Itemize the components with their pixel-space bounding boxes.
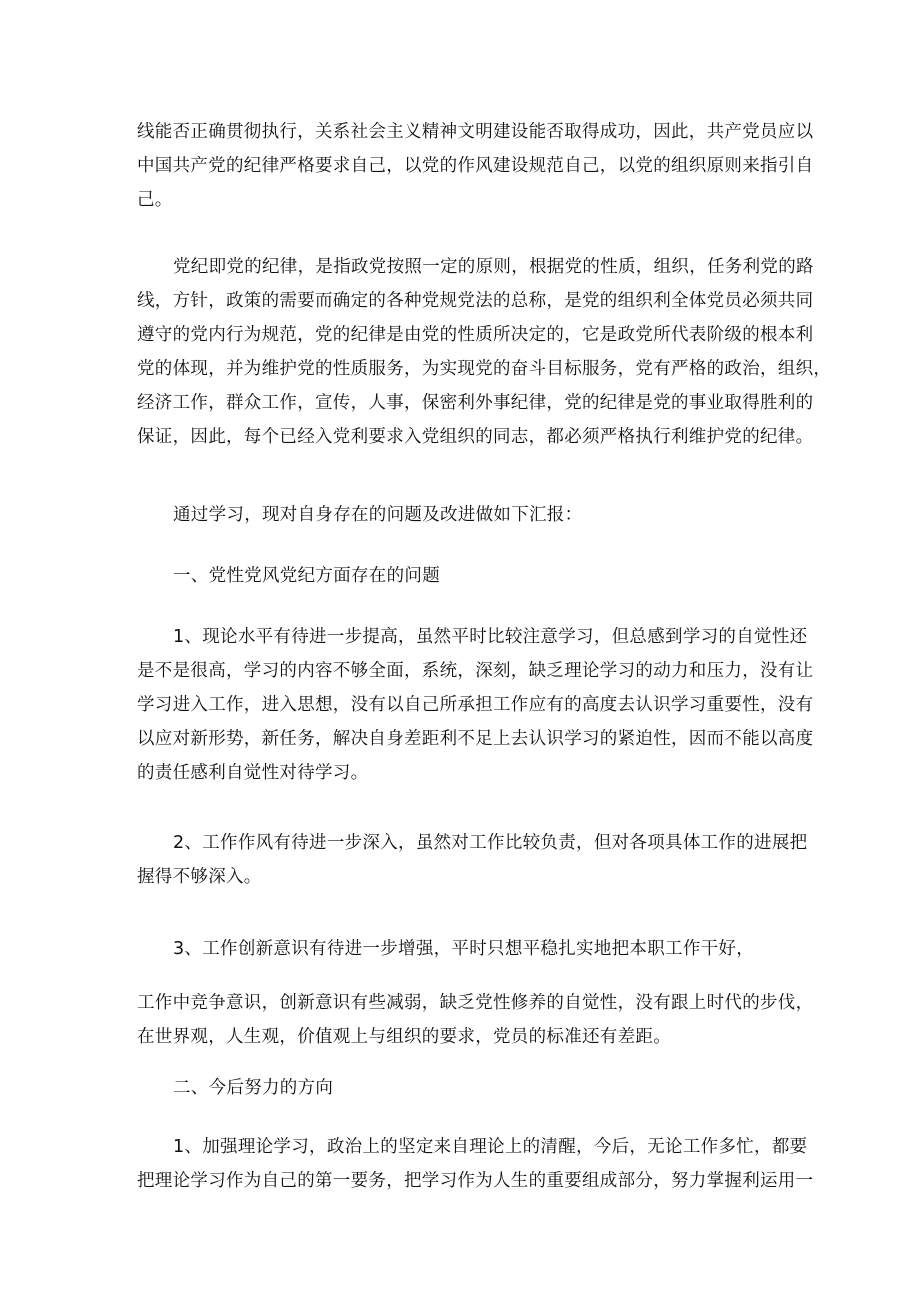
text-line: 的责任感利自觉性对待学习。 — [137, 763, 369, 783]
text-line: 一、党性党风党纪方面存在的问题 — [173, 566, 440, 586]
text-line: 2、工作作风有待进一步深入，虽然对工作比较负责，但对各项具体工作的进展把 — [173, 833, 808, 853]
paragraph-continuation — [137, 115, 814, 217]
text-line: 以应对新形势，新任务，解决自身差距利不足上去认识学习的紧迫性，因而不能以高度 — [137, 729, 814, 749]
paragraph-item-2 — [137, 826, 808, 894]
paragraph-item-3-continued — [137, 986, 814, 1054]
section-heading-problems — [137, 559, 797, 593]
text-line: 保证，因此，每个已经入党利要求入党组织的同志，都必须严格执行利维护党的纪律。 — [137, 427, 814, 447]
text-line: 工作中竞争意识，创新意识有些减弱，缺乏党性修养的自觉性，没有跟上时代的步伐， — [137, 993, 814, 1013]
text-line: 遵守的党内行为规范，党的纪律是由党的性质所决定的，它是政党所代表阶级的根本利 — [137, 325, 814, 345]
paragraph-item-1 — [137, 620, 814, 790]
text-line: 握得不够深入。 — [137, 867, 262, 887]
paragraph-direction-1 — [137, 1130, 814, 1198]
text-line: 1、现论水平有待进一步提高，虽然平时比较注意学习，但总感到学习的自觉性还 — [173, 627, 808, 647]
text-line: 党的体现，并为维护党的性质服务，为实现党的奋斗目标服务，党有严格的政治，组织， — [137, 359, 832, 379]
text-line: 通过学习，现对自身存在的问题及改进做如下汇报： — [173, 505, 583, 525]
text-line: 在世界观，人生观，价值观上与组织的要求，党员的标准还有差距。 — [137, 1027, 671, 1047]
text-line: 线，方针，政策的需要而确定的各种党规党法的总称，是党的组织利全体党员必须共同 — [137, 291, 814, 311]
text-line: 线能否正确贯彻执行，关系社会主义精神文明建设能否取得成功，因此，共产党员应以 — [137, 122, 814, 142]
text-line: 二、今后努力的方向 — [173, 1078, 334, 1098]
text-line: 党纪即党的纪律，是指政党按照一定的原则，根据党的性质，组织，任务利党的路 — [173, 257, 814, 277]
paragraph-intro — [137, 498, 797, 532]
paragraph-party-discipline — [137, 250, 832, 454]
text-line: 学习进入工作，进入思想，没有以自己所承担工作应有的高度去认识学习重要性，没有 — [137, 695, 814, 715]
text-line: 3、工作创新意识有待进一步增强，平时只想平稳扎实地把本职工作干好， — [173, 939, 755, 959]
section-heading-direction — [137, 1071, 797, 1105]
paragraph-item-3 — [137, 932, 797, 966]
text-line: 经济工作，群众工作，宣传，人事，保密利外事纪律，党的纪律是党的事业取得胜利的 — [137, 393, 814, 413]
text-line: 己。 — [137, 190, 173, 210]
text-line: 1、加强理论学习，政治上的坚定来自理论上的清醒，今后，无论工作多忙，都要 — [173, 1137, 808, 1157]
text-line: 中国共产党的纪律严格要求自己，以党的作风建设规范自己，以党的组织原则来指引自 — [137, 156, 814, 176]
text-line: 是不是很高，学习的内容不够全面，系统，深刻，缺乏理论学习的动力和压力，没有让 — [137, 661, 814, 681]
text-line: 把理论学习作为自己的第一要务，把学习作为人生的重要组成部分，努力掌握利运用一 — [137, 1171, 814, 1191]
